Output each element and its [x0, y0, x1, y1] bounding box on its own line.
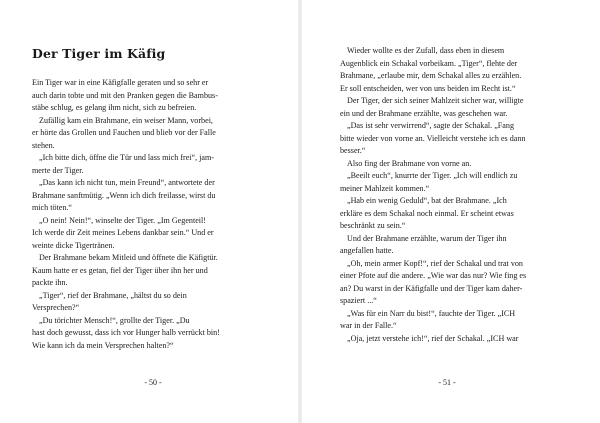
page-number-right: - 51 -: [438, 378, 456, 387]
text-line: einer Pfote auf die andere. „Wie war das nur? Wie fing es: [340, 271, 527, 280]
text-line: an? Du warst in der Käfigfalle und der Tiger kam daher-: [340, 283, 523, 293]
right-page-text: [340, 45, 594, 345]
text-line: Und der Brahmane erzählte, warum der Tiger ihn: [347, 233, 507, 243]
text-line: Er soll entscheiden, wer von uns beiden im Recht ist.“: [340, 83, 516, 93]
text-line: „Tiger“, rief der Brahmane, „hältst du so dein: [39, 290, 187, 300]
text-line: „Beeilt euch“, knurrte der Tiger. „Ich will endlich zu: [347, 171, 518, 180]
text-line: packte ihn.: [32, 278, 68, 287]
text-line: Brahmane sanftmütig. „Wenn ich dich freilasse, wirst du: [32, 190, 216, 200]
text-line: Ein Tiger war in eine Käfigfalle geraten und so sehr er: [32, 78, 209, 87]
text-line: „Oja, jetzt verstehe ich!“, rief der Schakal. „ICH war: [347, 333, 519, 343]
chapter-title: Der Tiger im Käfig: [32, 46, 166, 61]
text-line: Brahmane, „erlaube mir, dem Schakal alles zu erzählen.: [340, 71, 522, 80]
text-line: merte der Tiger.: [32, 165, 84, 175]
text-line: spaziert ...“: [340, 296, 377, 305]
text-line: Ich werde dir Zeit meines Lebens dankbar sein.“ Und er: [32, 228, 214, 237]
text-line: Also fing der Brahmane von vorne an.: [347, 158, 472, 168]
text-line: „O nein! Nein!“, winselte der Tiger. „Im Gegenteil!: [39, 215, 206, 225]
text-line: weinte dicke Tigertränen.: [32, 240, 115, 250]
right-page: [302, 0, 600, 423]
text-line: Wie kann ich da mein Versprechen halten?“: [32, 340, 174, 350]
left-page-text: [32, 77, 294, 352]
text-line: „Ich bitte dich, öffne die Tür und lass mich frei“, jam-: [39, 153, 215, 162]
text-line: hast doch gewusst, dass ich vor Hunger halb verrückt bin!: [32, 328, 220, 337]
text-line: „Du törichter Mensch!“, grollte der Tiger. „Du: [39, 315, 190, 325]
text-line: angefallen hatte.: [340, 246, 394, 255]
text-line: beschränkt zu sein.“: [340, 221, 406, 230]
text-line: Der Brahmane bekam Mitleid und öffnete die Käfigtür.: [39, 253, 218, 262]
text-line: besser.“: [340, 146, 366, 155]
text-line: Versprechen?“: [32, 303, 80, 312]
text-line: mich töten.“: [32, 203, 73, 212]
left-page: [0, 0, 298, 423]
text-line: auch darin tobte und mit den Pranken gegen die Bambus-: [32, 90, 218, 100]
text-line: ein und der Brahmane erzählte, was geschehen war.: [340, 108, 508, 118]
text-line: er hörte das Grollen und Fauchen und blieb vor der Falle: [32, 128, 216, 137]
text-line: Kaum hatte er es getan, fiel der Tiger über ihn her und: [32, 265, 208, 275]
text-line: „Das kann ich nicht tun, mein Freund“, antwortete der: [39, 178, 215, 187]
text-line: Zufällig kam ein Brahmane, ein weiser Mann, vorbei,: [39, 115, 213, 125]
text-line: erkläre es dem Schakal noch einmal. Er scheint etwas: [340, 208, 514, 218]
text-line: stäbe schlug, es gelang ihm nicht, sich zu befreien.: [32, 103, 197, 112]
text-line: Der Tiger, der sich seiner Mahlzeit sicher war, willigte: [347, 96, 524, 105]
text-line: Wieder wollte es der Zufall, dass eben in diesem: [347, 46, 505, 55]
text-line: „Oh, mein armer Kopf!“, rief der Schakal und trat von: [347, 258, 523, 268]
text-line: stehen.: [32, 140, 55, 150]
page-number-left: - 50 -: [144, 378, 162, 387]
text-line: meiner Mahlzeit kommen.“: [340, 183, 430, 193]
text-line: Augenblick ein Schakal vorbeikam. „Tiger“, flehte der: [340, 58, 518, 68]
text-line: „Das ist sehr verwirrend“, sagte der Schakal. „Fang: [347, 121, 514, 130]
text-line: war in der Falle.“: [340, 321, 397, 330]
text-line: bitte wieder von vorne an. Vielleicht verstehe ich es dann: [340, 133, 526, 143]
text-line: „Hab ein wenig Geduld“, bat der Brahmane. „Ich: [347, 196, 507, 205]
text-line: „Was für ein Narr du bist!“, fauchte der Tiger. „ICH: [347, 308, 516, 318]
